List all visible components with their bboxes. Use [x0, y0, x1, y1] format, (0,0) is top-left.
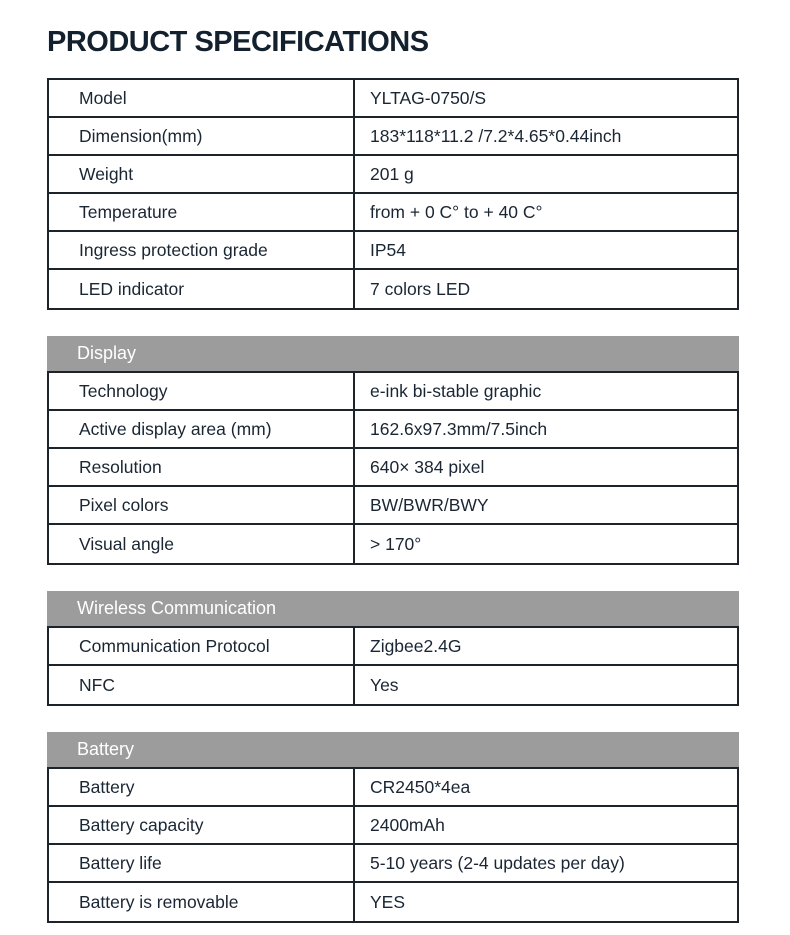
section-header: Battery — [47, 732, 739, 767]
spec-value-cell: CR2450*4ea — [353, 769, 737, 805]
spec-value-cell: 162.6x97.3mm/7.5inch — [353, 411, 737, 447]
spec-value-cell: e-ink bi-stable graphic — [353, 373, 737, 409]
spec-value-cell: YLTAG-0750/S — [353, 80, 737, 116]
spec-label-cell: Dimension(mm) — [79, 125, 203, 146]
spec-label-cell: NFC — [79, 674, 115, 695]
spec-section — [47, 732, 739, 923]
section-header: Display — [47, 336, 739, 371]
spec-value-cell: > 170° — [353, 525, 737, 563]
table-row — [49, 156, 737, 194]
table-row — [49, 525, 737, 563]
table-row — [49, 270, 737, 308]
spec-value-cell: IP54 — [353, 232, 737, 268]
spec-value-cell: Zigbee2.4G — [353, 628, 737, 664]
spec-value-cell: YES — [353, 883, 737, 921]
table-row — [49, 194, 737, 232]
spec-value-cell: 7 colors LED — [353, 270, 737, 308]
section-rows — [47, 371, 739, 565]
spec-section — [47, 78, 739, 310]
table-row — [49, 487, 737, 525]
spec-value-cell: 640× 384 pixel — [353, 449, 737, 485]
table-row — [49, 118, 737, 156]
table-row — [49, 666, 737, 704]
spec-section — [47, 336, 739, 565]
spec-label-cell: Communication Protocol — [79, 635, 270, 656]
spec-value-cell: BW/BWR/BWY — [353, 487, 737, 523]
spec-label-cell: Temperature — [79, 201, 178, 222]
spec-label-cell: Ingress protection grade — [79, 239, 268, 260]
table-row — [49, 628, 737, 666]
table-row — [49, 845, 737, 883]
spec-value-cell: 201 g — [353, 156, 737, 192]
spec-section — [47, 591, 739, 706]
spec-label-cell: LED indicator — [79, 278, 185, 299]
page-title: PRODUCT SPECIFICATIONS — [47, 26, 429, 58]
spec-label-cell: Visual angle — [79, 533, 175, 554]
table-row — [49, 80, 737, 118]
section-header: Wireless Communication — [47, 591, 739, 626]
spec-value-cell: Yes — [353, 666, 737, 704]
table-row — [49, 883, 737, 921]
spec-label-cell: Active display area (mm) — [79, 418, 272, 439]
table-row — [49, 449, 737, 487]
spec-label-cell: Technology — [79, 380, 168, 401]
spec-label-cell: Battery — [79, 776, 135, 797]
spec-label-cell: Pixel colors — [79, 494, 169, 515]
spec-value-cell: from + 0 C° to + 40 C° — [353, 194, 737, 230]
spec-label-cell: Model — [79, 87, 127, 108]
table-row — [49, 807, 737, 845]
spec-label-cell: Battery life — [79, 852, 162, 873]
section-rows — [47, 78, 739, 310]
spec-value-cell: 2400mAh — [353, 807, 737, 843]
table-row — [49, 769, 737, 807]
section-rows — [47, 626, 739, 706]
section-rows — [47, 767, 739, 923]
table-row — [49, 232, 737, 270]
table-row — [49, 411, 737, 449]
spec-value-cell: 183*118*11.2 /7.2*4.65*0.44inch — [353, 118, 737, 154]
table-row — [49, 373, 737, 411]
spec-value-cell: 5-10 years (2-4 updates per day) — [353, 845, 737, 881]
spec-label-cell: Battery capacity — [79, 814, 204, 835]
spec-sections — [47, 78, 739, 923]
spec-label-cell: Resolution — [79, 456, 162, 477]
spec-label-cell: Weight — [79, 163, 134, 184]
spec-label-cell: Battery is removable — [79, 891, 239, 912]
